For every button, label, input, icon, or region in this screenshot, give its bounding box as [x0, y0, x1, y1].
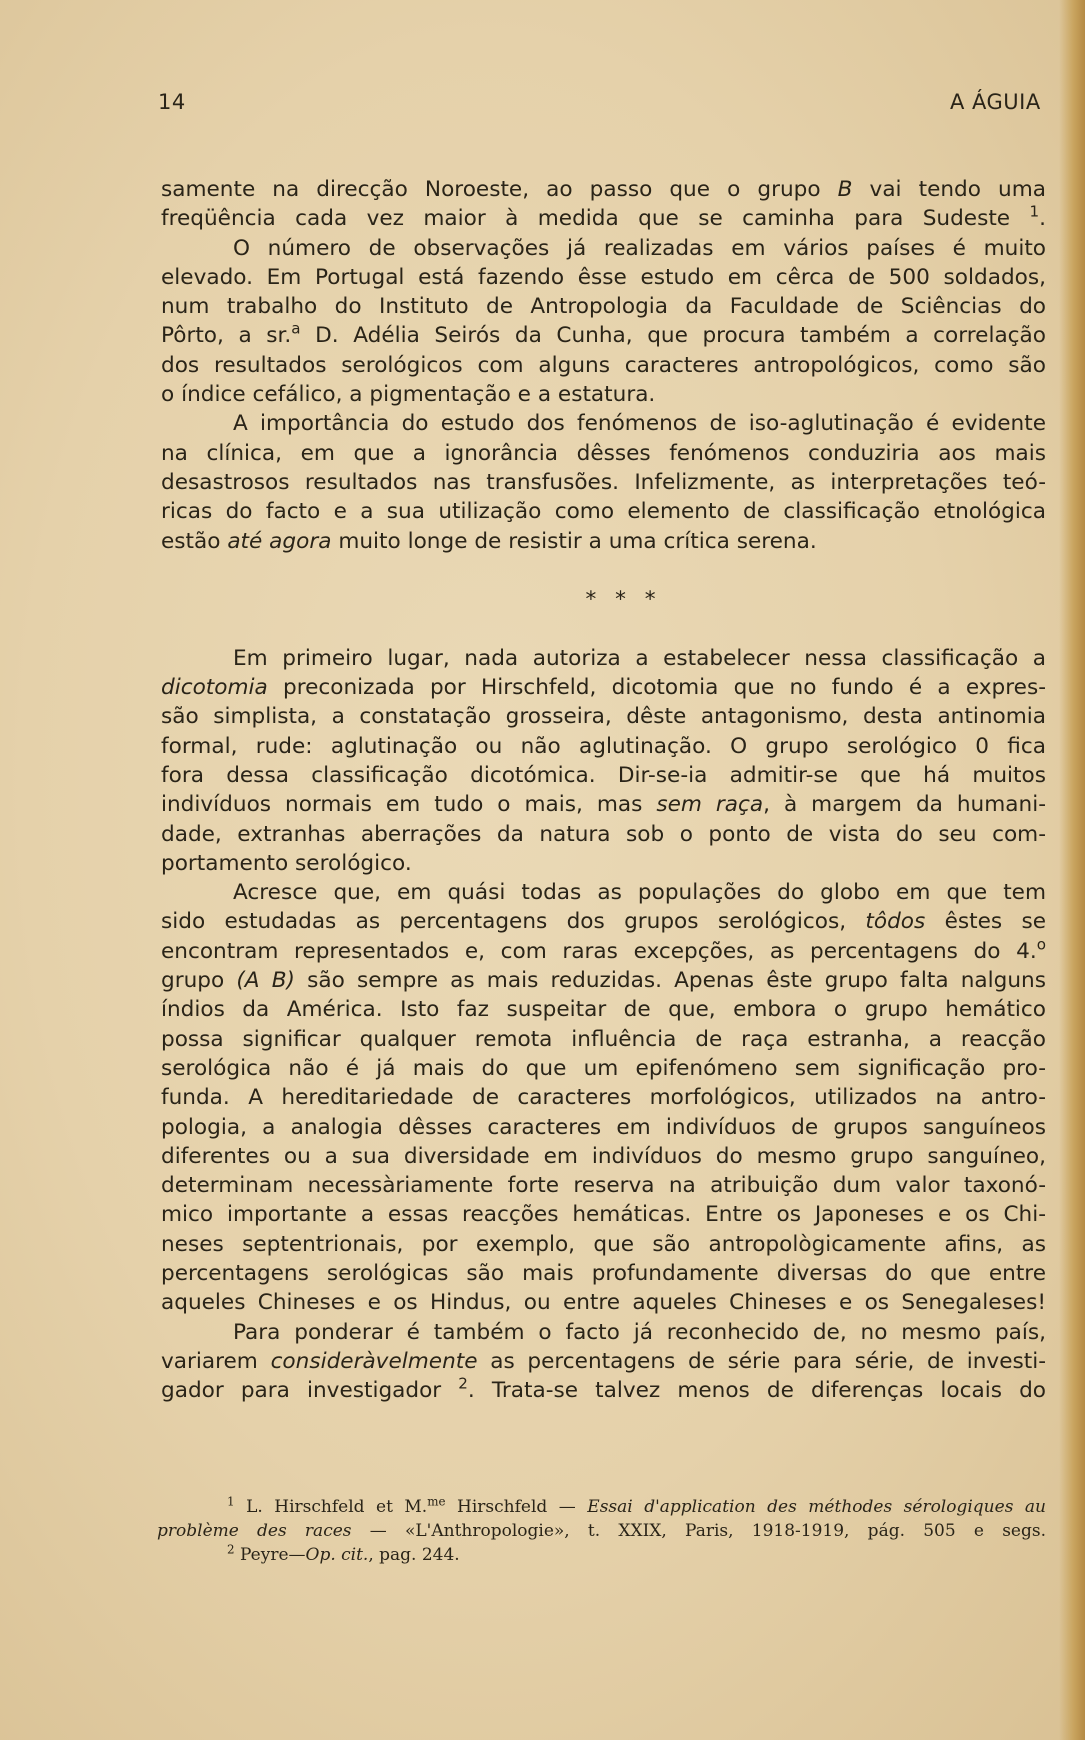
text-line: dicotomia preconizada por Hirschfeld, dicotomia que no fundo é a expres-	[161, 675, 1046, 701]
text-line: neses septentrionais, por exemplo, que são antropològicamente afins, as	[161, 1231, 1046, 1257]
text-line: determinam necessàriamente forte reserva na atribuição dum valor taxonó-	[161, 1173, 1046, 1199]
text-line: funda. A hereditariedade de caracteres morfológicos, utilizados na antro-	[161, 1085, 1046, 1111]
text-line: gador para investigador $^2$. Trata-se talvez menos de diferenças locais do	[161, 1374, 1046, 1404]
section-separator: * * *	[585, 587, 662, 613]
text-line: elevado. Em Portugal está fazendo êsse estudo em cêrca de 500 soldados,	[161, 264, 1046, 290]
text-line: grupo (A B) são sempre as mais reduzidas. Apenas êste grupo falta nalguns	[161, 968, 1046, 994]
text-line: pologia, a analogia dêsses caracteres em indivíduos de grupos sanguíneos	[161, 1114, 1046, 1140]
text-line: fora dessa classificação dicotómica. Dir-se-ia admitir-se que há muitos	[161, 762, 1046, 788]
page-edge-shadow	[1059, 0, 1085, 1740]
text-line: desastrosos resultados nas transfusões. Infelizmente, as interpretações teó-	[161, 469, 1046, 495]
text-line: O número de observações já realizadas em vários países é muito	[233, 235, 1046, 261]
text-line: Em primeiro lugar, nada autoriza a estabelecer nessa classificação a	[233, 645, 1046, 671]
text-line: são simplista, a constatação grosseira, dêste antagonismo, desta antinomia	[161, 704, 1046, 730]
footnote-ref-1: 1	[1029, 202, 1040, 221]
text-line: samente na direcção Noroeste, ao passo que o grupo B vai tendo uma	[161, 177, 1046, 202]
text-line: dos resultados serológicos com alguns caracteres antropológicos, como são	[161, 352, 1046, 378]
text-line: Acresce que, em quási todas as populações do globo em que tem	[233, 880, 1046, 906]
text-line: encontram representados e, com raras excepções, as percentagens do 4.$^o$	[161, 935, 1046, 964]
footnote-1: $^1$ L. Hirschfeld et M.$^{me}$ Hirschfeld — Essai d'application des méthodes sérologiques au	[227, 1494, 1046, 1517]
text-line: freqüência cada vez maior à medida que se caminha para Sudeste $^1$.	[161, 202, 1046, 232]
footnotes	[157, 1495, 1046, 1567]
footnote-1-cont: problème des races — «L'Anthropologie», t. XXIX, Paris, 1918-1919, pág. 505 e segs.	[157, 1521, 1046, 1541]
text-line: indivíduos normais em tudo o mais, mas sem raça, à margem da humani-	[161, 792, 1046, 818]
text-line: Pôrto, a sr.$^a$ D. Adélia Seirós da Cunha, que procura também a correlação	[161, 320, 1046, 349]
text-line: variarem consideràvelmente as percentagens de série para série, de investi-	[161, 1348, 1046, 1374]
text-line: ricas do facto e a sua utilização como elemento de classificação etnológica	[161, 499, 1046, 525]
text-line: dade, extranhas aberrações da natura sob o ponto de vista do seu com-	[161, 821, 1046, 847]
text-line: mico importante a essas reacções hemáticas. Entre os Japoneses e os Chi-	[161, 1202, 1046, 1228]
text-line: estão até agora muito longe de resistir a uma crítica serena.	[161, 528, 817, 554]
text-line: possa significar qualquer remota influência de raça estranha, a reacção	[161, 1026, 1046, 1052]
footnote-2: $^2$ Peyre—Op. cit., pag. 244.	[227, 1542, 460, 1565]
text-line: serológica não é já mais do que um epifenómeno sem significação pro-	[161, 1055, 1046, 1081]
text-line: Para ponderar é também o facto já reconhecido de, no mesmo país,	[233, 1319, 1046, 1345]
text-line: num trabalho do Instituto de Antropologia da Faculdade de Sciências do	[161, 294, 1046, 320]
text-line: índios da América. Isto faz suspeitar de que, embora o grupo hemático	[161, 997, 1046, 1023]
page-number: 14	[158, 90, 186, 114]
text-line: na clínica, em que a ignorância dêsses fenómenos conduziria aos mais	[161, 440, 1046, 466]
text-line: percentagens serológicas são mais profundamente diversas do que entre	[161, 1260, 1046, 1286]
text-line: o índice cefálico, a pigmentação e a estatura.	[161, 382, 656, 408]
text-line: diferentes ou a sua diversidade em indivíduos do mesmo grupo sanguíneo,	[161, 1143, 1046, 1169]
text-line: A importância do estudo dos fenómenos de iso-aglutinação é evidente	[233, 411, 1046, 437]
text-line: formal, rude: aglutinação ou não aglutinação. O grupo serológico 0 fica	[161, 733, 1046, 759]
running-title: A ÁGUIA	[950, 90, 1041, 114]
text-line: aqueles Chineses e os Hindus, ou entre aqueles Chineses e os Senegaleses!	[161, 1290, 1046, 1316]
body-text	[161, 175, 1046, 1405]
footnote-ref-2: 2	[458, 1374, 468, 1393]
text-line: portamento serológico.	[161, 850, 412, 876]
text-line: sido estudadas as percentagens dos grupos serológicos, tôdos êstes se	[161, 909, 1046, 935]
